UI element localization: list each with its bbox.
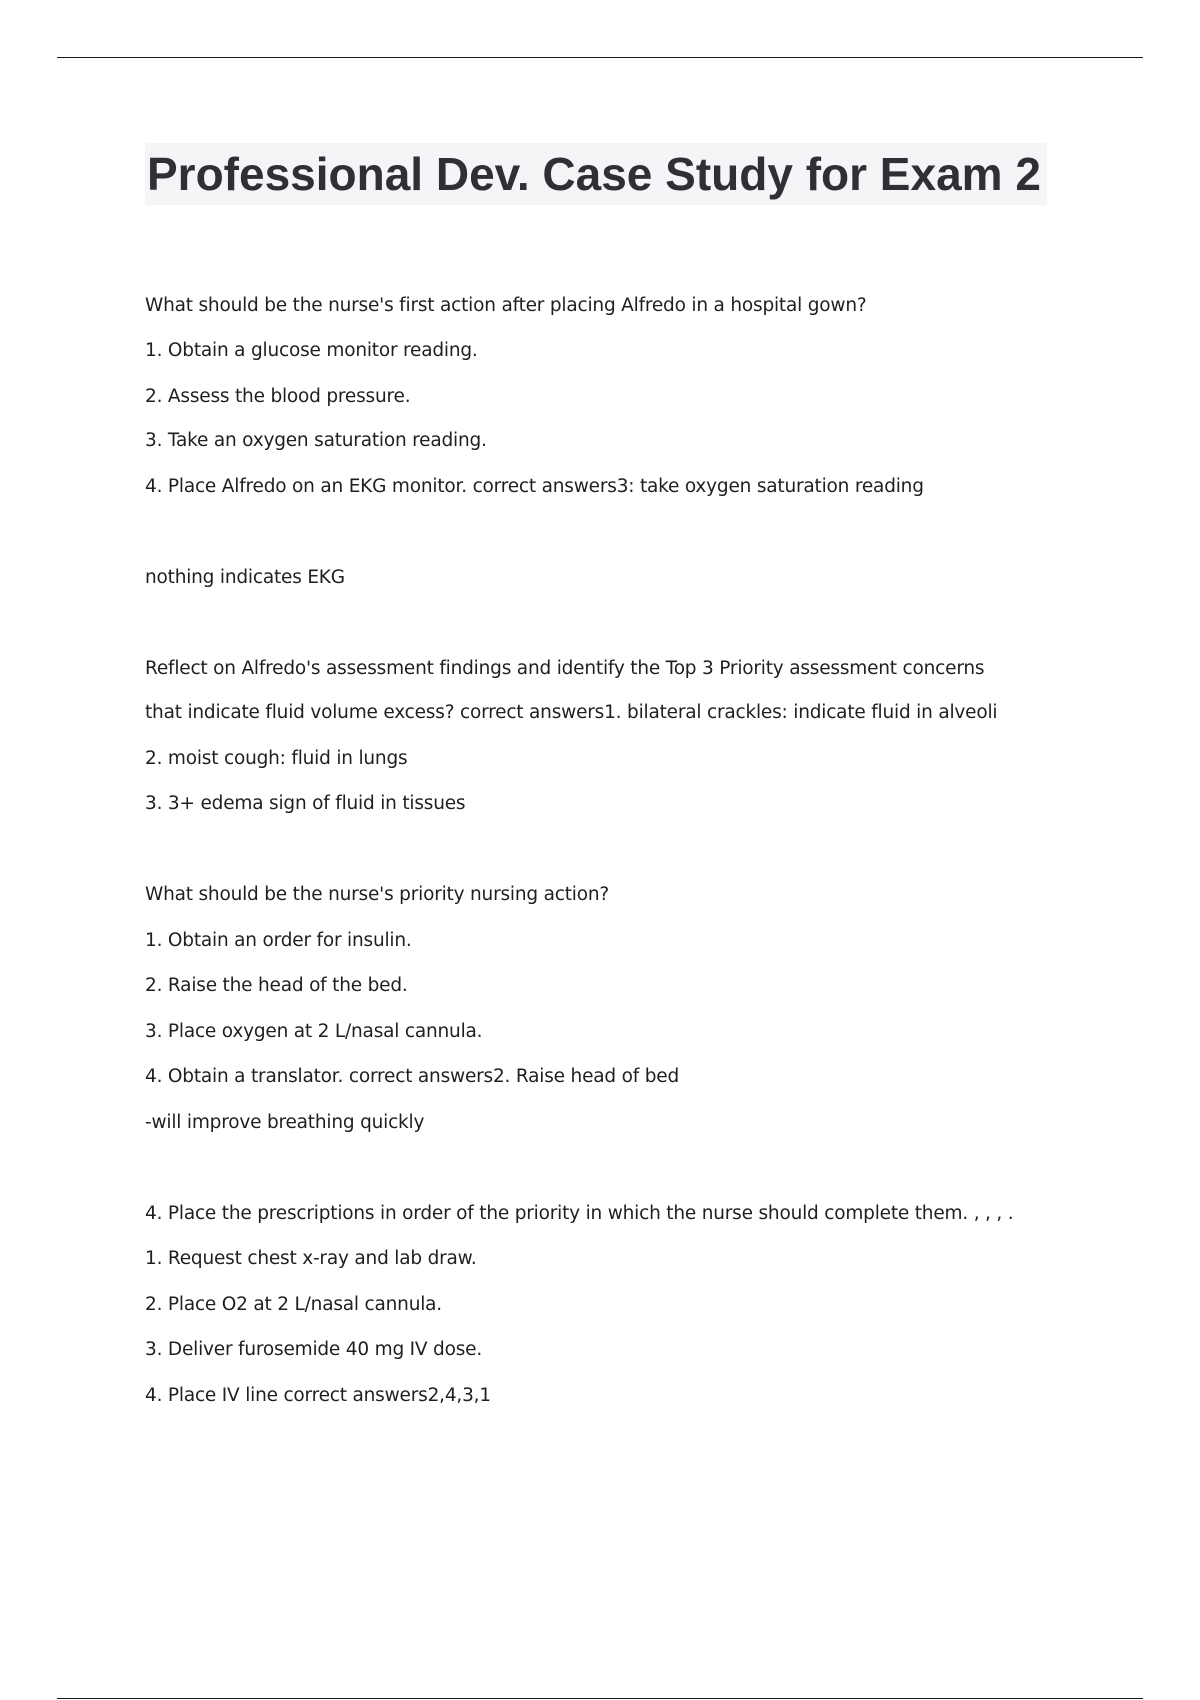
question-1: What should be the nurse's first action after placing Alfredo in a hospital gown? xyxy=(145,295,867,316)
question-4: 4. Place the prescriptions in order of the priority in which the nurse should complete them. , , , . xyxy=(145,1203,1014,1224)
question-3-option-4-answer: 4. Obtain a translator. correct answers2. Raise head of bed xyxy=(145,1066,679,1087)
question-1-note: nothing indicates EKG xyxy=(145,567,345,588)
question-2-answer-2: 2. moist cough: fluid in lungs xyxy=(145,748,408,769)
question-1-option-1: 1. Obtain a glucose monitor reading. xyxy=(145,340,478,361)
bottom-divider xyxy=(57,1698,1143,1699)
question-2-line-2-answer: that indicate fluid volume excess? correct answers1. bilateral crackles: indicate fluid in alveoli xyxy=(145,702,998,723)
question-2-line-1: Reflect on Alfredo's assessment findings and identify the Top 3 Priority assessment concerns xyxy=(145,658,985,679)
question-3-option-1: 1. Obtain an order for insulin. xyxy=(145,930,412,951)
question-4-option-2: 2. Place O2 at 2 L/nasal cannula. xyxy=(145,1294,442,1315)
question-1-option-4-answer: 4. Place Alfredo on an EKG monitor. correct answers3: take oxygen saturation reading xyxy=(145,476,924,497)
question-4-option-4-answer: 4. Place IV line correct answers2,4,3,1 xyxy=(145,1385,491,1406)
question-1-option-2: 2. Assess the blood pressure. xyxy=(145,386,411,407)
question-3-note: -will improve breathing quickly xyxy=(145,1112,425,1133)
question-2-answer-3: 3. 3+ edema sign of fluid in tissues xyxy=(145,793,466,814)
top-divider xyxy=(57,57,1143,58)
question-4-option-1: 1. Request chest x-ray and lab draw. xyxy=(145,1248,477,1269)
question-4-option-3: 3. Deliver furosemide 40 mg IV dose. xyxy=(145,1339,483,1360)
question-3-option-2: 2. Raise the head of the bed. xyxy=(145,975,408,996)
question-3: What should be the nurse's priority nursing action? xyxy=(145,884,609,905)
page-title: Professional Dev. Case Study for Exam 2 xyxy=(145,143,1047,205)
question-3-option-3: 3. Place oxygen at 2 L/nasal cannula. xyxy=(145,1021,483,1042)
question-1-option-3: 3. Take an oxygen saturation reading. xyxy=(145,430,487,451)
